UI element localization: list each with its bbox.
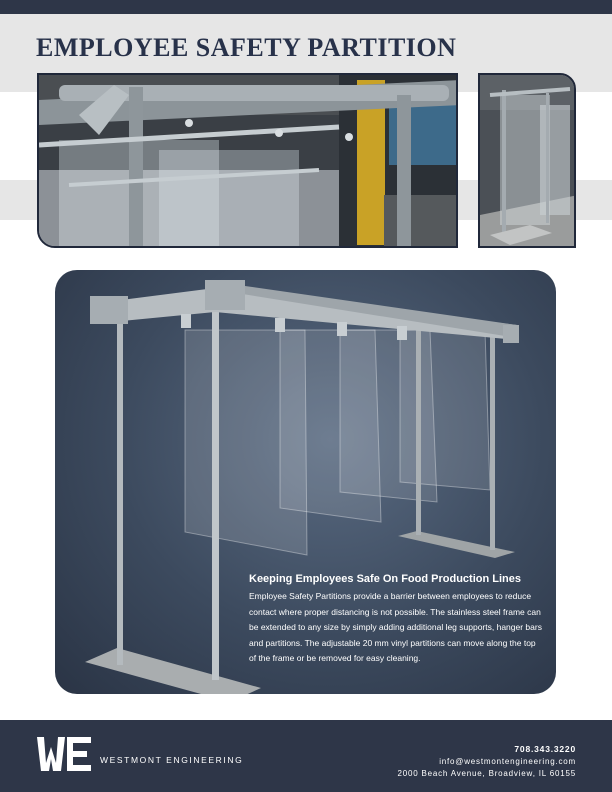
installation-photo-small	[478, 73, 576, 248]
feature-body: Employee Safety Partitions provide a barrier between employees to reduce contact where proper distancing is not possible. The stainless steel frame can be extended to any size by simply adding additional leg supports, hanger bars and partitions. The adjustable 20 mm vinyl partitions can move along the top of the frame or be removed for easy cleaning.	[249, 591, 542, 664]
feature-panel	[55, 270, 556, 694]
street-address: 2000 Beach Avenue, Broadview, IL 60155	[397, 769, 576, 778]
email-address[interactable]: info@westmontengineering.com	[439, 756, 576, 766]
contact-block	[397, 743, 576, 781]
top-band	[0, 0, 612, 14]
feature-heading: Keeping Employees Safe On Food Production Lines	[249, 573, 521, 585]
westmont-logo-icon	[37, 737, 93, 773]
company-name: WESTMONT ENGINEERING	[100, 755, 244, 765]
installation-photo-large	[37, 73, 458, 248]
page-title: EMPLOYEE SAFETY PARTITION	[36, 33, 457, 62]
installation-photo-large-art	[39, 75, 458, 248]
installation-photo-small-art	[480, 75, 576, 248]
phone-number[interactable]: 708.343.3220	[514, 744, 576, 754]
